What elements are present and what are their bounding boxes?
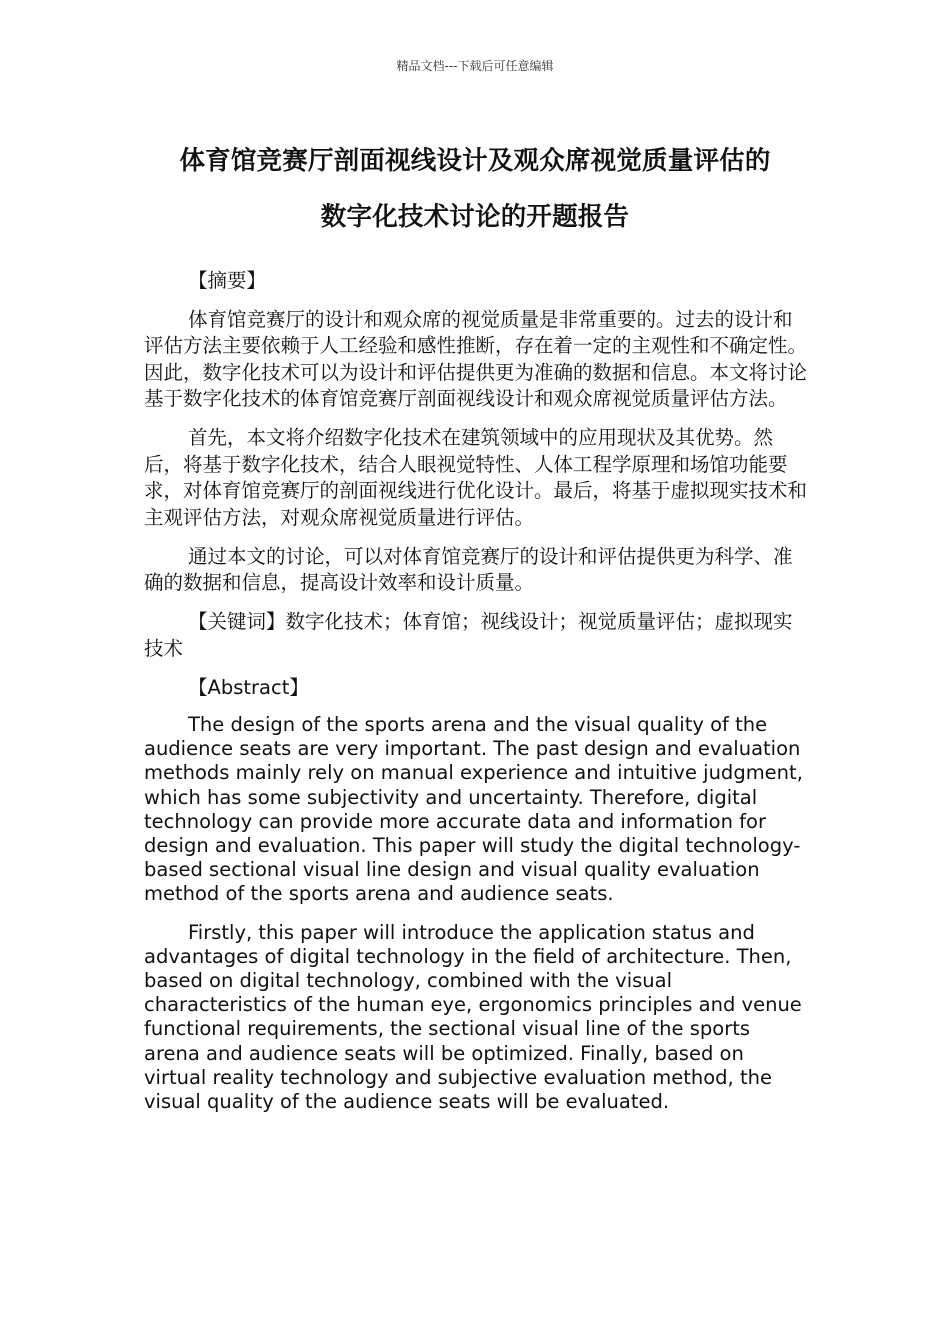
- abstract-cn-paragraph: 首先，本文将介绍数字化技术在建筑领域中的应用现状及其优势。然后，将基于数字化技术，结合人眼视觉特性、人体工程学原理和场馆功能要求，对体育馆竞赛厅的剖面视线进行优化设计。最后，将基于虚拟现实技术和主观评估方法，对观众席视觉质量进行评估。: [144, 426, 808, 529]
- header-note: 精品文档---下载后可任意编辑: [396, 59, 554, 73]
- keywords-cn: 【关键词】数字化技术；体育馆；视线设计；视觉质量评估；虚拟现实技术: [144, 610, 793, 660]
- abstract-en-paragraph: Firstly, this paper will introduce the application status and advantages of digital technology in the field of architecture. Then, based on digital technology, combined with the visual characteristics of the human eye, ergonomics principles and venue functional requirements, the sectional visual line of the sports arena and audience seats will be optimized. Finally, based on virtual reality technology and subjective evaluation method, the visual quality of the audience seats will be evaluated.: [144, 920, 802, 1114]
- document-body: [144, 268, 808, 1128]
- document-title: [110, 133, 840, 245]
- abstract-cn-paragraph: 通过本文的讨论，可以对体育馆竞赛厅的设计和评估提供更为科学、准确的数据和信息，提高设计效率和设计质量。: [144, 544, 793, 594]
- abstract-en-paragraph: The design of the sports arena and the visual quality of the audience seats are very important. The past design and evaluation methods mainly rely on manual experience and intuitive judgment, which has some subjectivity and uncertainty. Therefore, digital technology can provide more accurate data and information for design and evaluation. This paper will study the digital technology-based sectional visual line design and visual quality evaluation method of the sports arena and audience seats.: [144, 713, 803, 906]
- abstract-cn-paragraph: 体育馆竞赛厅的设计和观众席的视觉质量是非常重要的。过去的设计和评估方法主要依赖于人工经验和感性推断，存在着一定的主观性和不确定性。因此，数字化技术可以为设计和评估提供更为准确的数据和信息。本文将讨论基于数字化技术的体育馆竞赛厅剖面视线设计和观众席视觉质量评估方法。: [144, 307, 808, 410]
- title-line-1: 体育馆竞赛厅剖面视线设计及观众席视觉质量评估的: [179, 146, 771, 176]
- abstract-en-heading: 【Abstract】: [188, 675, 309, 699]
- title-line-2: 数字化技术讨论的开题报告: [320, 202, 630, 232]
- abstract-cn-heading: 【摘要】: [188, 269, 267, 292]
